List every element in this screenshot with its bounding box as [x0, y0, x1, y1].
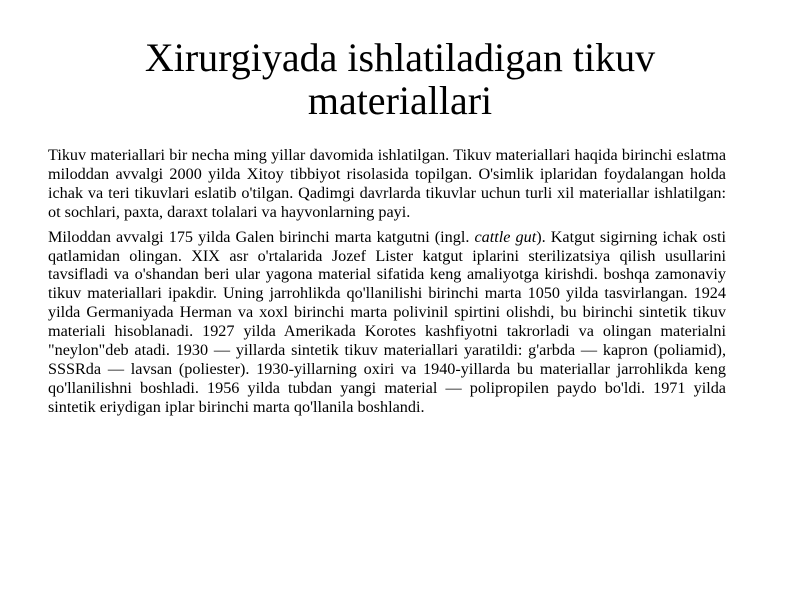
paragraph-text-start: Miloddan avvalgi 175 yilda Galen birinchi marta katgutni (ingl.: [48, 227, 475, 246]
slide-body: [48, 146, 726, 423]
italic-term: cattle gut: [474, 227, 537, 246]
paragraph-history-intro: Tikuv materiallari bir necha ming yillar davomida ishlatilgan. Tikuv materiallari haqida birinchi eslatma miloddan avvalgi 2000 yilda Xitoy tibbiyot risolasida topilgan. O'simlik iplaridan foydalangan holda ichak va teri tikuvlari eslatib o'tilgan. Qadimgi davrlarda tikuvlar uchun turli xil materiallar ishlatilgan: ot sochlari, paxta, daraxt tolalari va hayvonlarning payi.: [48, 146, 726, 221]
paragraph-history-details: [48, 228, 726, 417]
slide-title: Xirurgiyada ishlatiladigan tikuv materiallari: [144, 35, 656, 123]
paragraph-text-end: ). Katgut sigirning ichak osti qatlamidan olingan. XIX asr o'rtalarida Jozef Lister katgut iplarini sterilizatsiya qilish usullarini tavsifladi va o'shandan beri ular yagona material sifatida keng amaliyotga kirishdi. boshqa zamonaviy tikuv materiallari ipakdir. Uning jarrohlikda qo'llanilishi birinchi marta 1050 yilda tasvirlangan. 1924 yilda Germaniyada Herman va xoxl birinchi marta polivinil spirtini olishdi, bu birinchi sintetik tikuv materiali hisoblanadi. 1927 yilda Amerikada Korotes kashfiyotni takrorladi va olingan materialni "neylon"deb atadi. 1930 — yillarda sintetik tikuv materiallari yaratildi: g'arbda — kapron (poliamid), SSSRda — lavsan (poliester). 1930-yillarning oxiri va 1940-yillarda bu materiallar jarrohlikda keng qo'llanilishni boshladi. 1956 yilda tubdan yangi material — polipropilen paydo bo'ldi. 1971 yilda sintetik eriydigan iplar birinchi marta qo'llanila boshlandi.: [48, 227, 726, 416]
